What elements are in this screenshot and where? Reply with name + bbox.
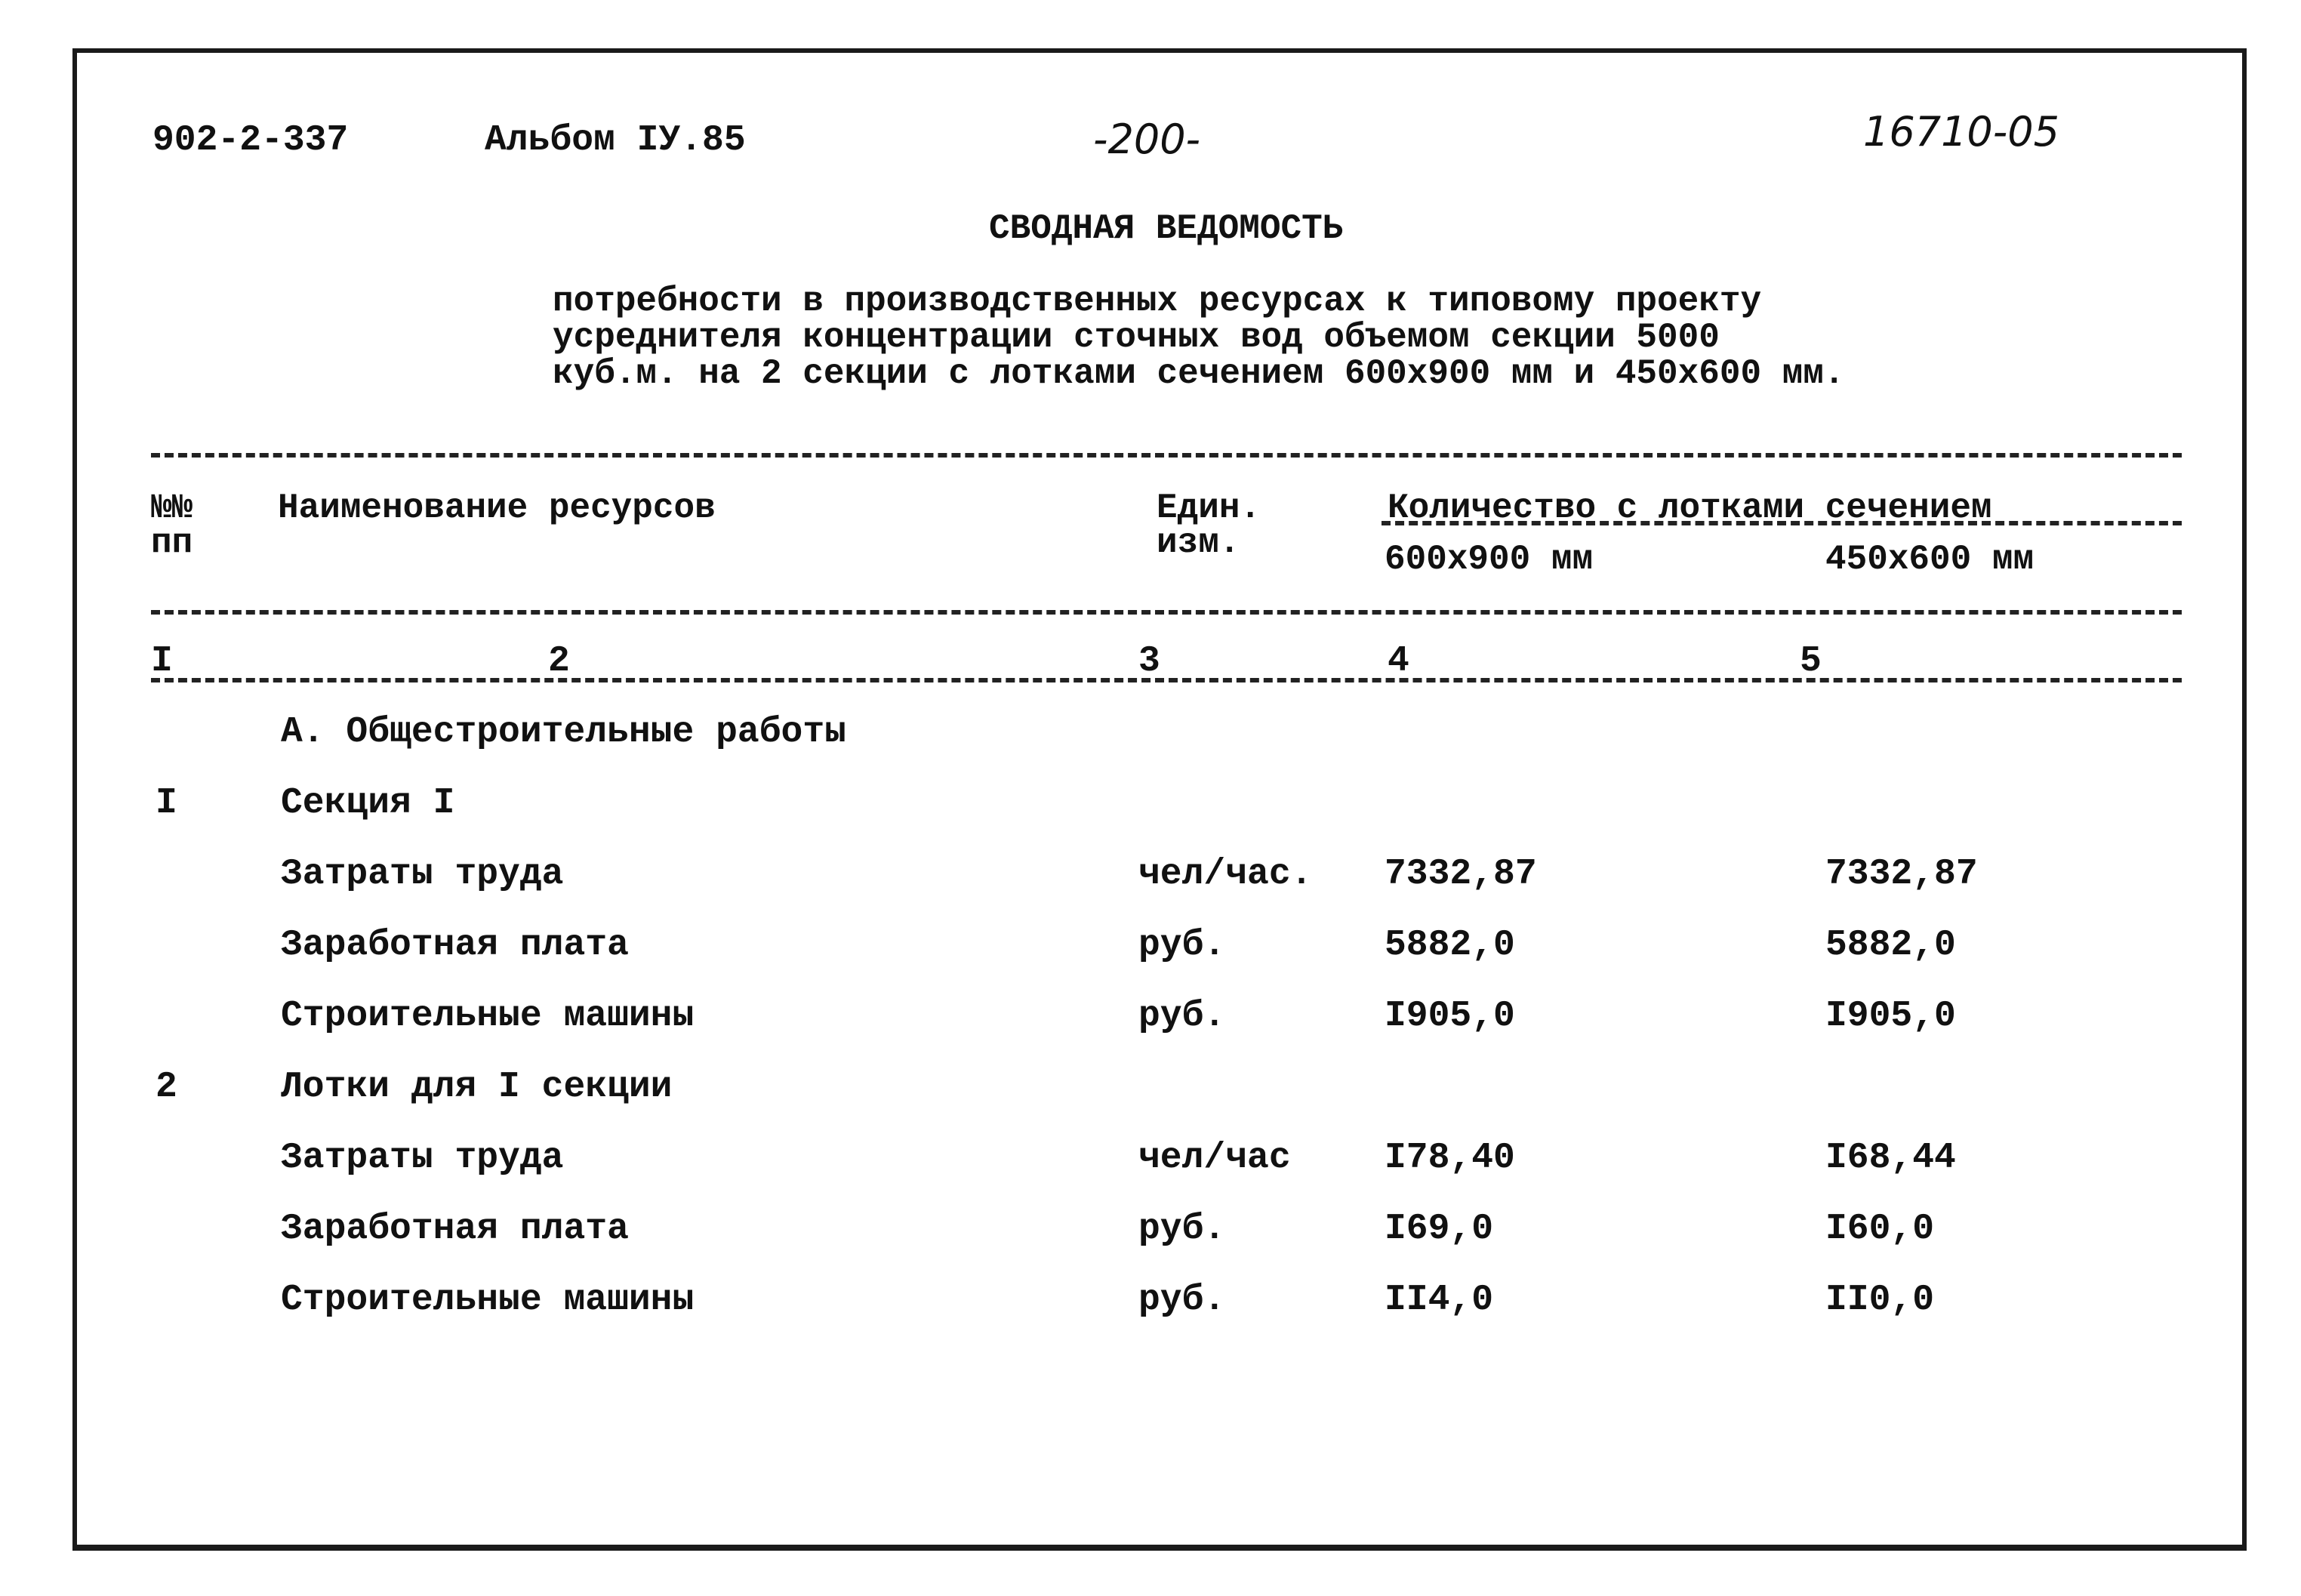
row-name: Затраты труда	[281, 854, 564, 895]
row-value-col5: 7332,87	[1825, 854, 1978, 895]
group-title: Лотки для I секции	[281, 1067, 673, 1108]
row-value-col5: I60,0	[1825, 1209, 1935, 1249]
column-numbers-rule	[151, 678, 2182, 682]
row-unit: руб.	[1138, 996, 1226, 1037]
row-value-col5: I68,44	[1825, 1138, 1956, 1179]
row-value-col5: I905,0	[1825, 996, 1956, 1037]
subtitle-line-3: куб.м. на 2 секции с лотками сечением 600х900 мм и 450х600 мм.	[553, 354, 1845, 393]
column-number-4: 4	[1388, 641, 1409, 682]
header-unit-line2: изм.	[1157, 523, 1240, 562]
row-value-col5: II0,0	[1825, 1280, 1935, 1320]
album-label: Альбом IУ.85	[485, 120, 746, 161]
header-resource-name: Наименование ресурсов	[278, 488, 716, 528]
row-value-col4: I78,40	[1385, 1138, 1515, 1179]
row-name: Затраты труда	[281, 1138, 564, 1179]
table-top-rule	[151, 453, 2182, 458]
column-number-1: I	[151, 641, 173, 682]
group-title: Секция I	[281, 783, 455, 824]
row-unit: руб.	[1138, 1280, 1226, 1320]
header-col5-section: 450х600 мм	[1825, 540, 2035, 579]
header-num-line1: №№	[151, 488, 193, 528]
row-unit: руб.	[1138, 1209, 1226, 1249]
group-number: 2	[156, 1067, 177, 1108]
inventory-number: 16710-05	[1863, 108, 2059, 156]
header-unit-line1: Един.	[1157, 488, 1261, 528]
row-name: Строительные машины	[281, 1280, 695, 1320]
row-value-col4: II4,0	[1385, 1280, 1494, 1320]
column-number-5: 5	[1800, 641, 1822, 682]
row-name: Заработная плата	[281, 1209, 629, 1249]
header-bottom-rule	[151, 610, 2182, 615]
subtitle-line-2: усреднителя концентрации сточных вод объемом секции 5000	[553, 318, 1720, 357]
header-col4-section: 600х900 мм	[1385, 540, 1594, 579]
document-code: 902-2-337	[152, 120, 349, 161]
column-number-3: 3	[1138, 641, 1160, 682]
header-num-line2: пп	[151, 523, 193, 562]
column-number-2: 2	[548, 641, 570, 682]
row-value-col4: 7332,87	[1385, 854, 1537, 895]
header-quantity: Количество с лотками сечением	[1388, 488, 1992, 528]
row-unit: руб.	[1138, 925, 1226, 966]
document-title: СВОДНАЯ ВЕДОМОСТЬ	[989, 209, 1344, 248]
row-unit: чел/час.	[1138, 854, 1313, 895]
section-title: А. Общестроительные работы	[281, 712, 846, 753]
row-value-col4: I69,0	[1385, 1209, 1494, 1249]
row-name: Строительные машины	[281, 996, 695, 1037]
subtitle-line-1: потребности в производственных ресурсах к типовому проекту	[553, 282, 1762, 321]
row-name: Заработная плата	[281, 925, 629, 966]
row-value-col5: 5882,0	[1825, 925, 1956, 966]
page-number: -200-	[1093, 116, 1201, 163]
row-unit: чел/час	[1138, 1138, 1291, 1179]
row-value-col4: 5882,0	[1385, 925, 1515, 966]
group-number: I	[156, 783, 177, 824]
row-value-col4: I905,0	[1385, 996, 1515, 1037]
